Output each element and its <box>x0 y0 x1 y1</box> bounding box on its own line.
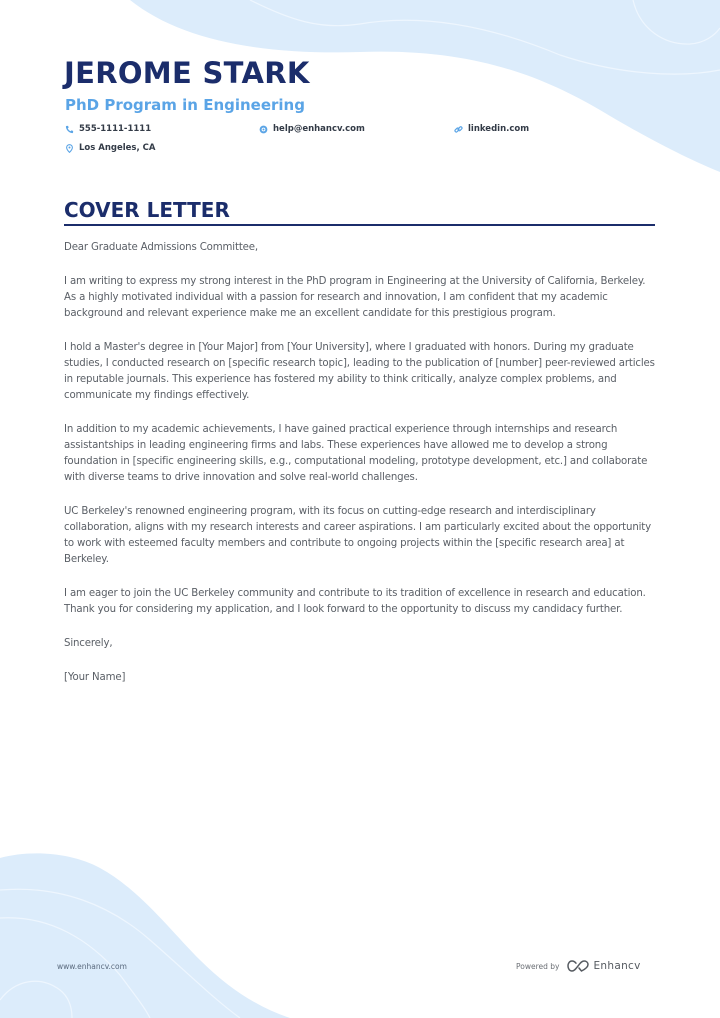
letter-signature: [Your Name] <box>64 672 126 683</box>
enhancv-logo-icon <box>567 960 589 972</box>
section-title: COVER LETTER <box>64 198 230 222</box>
letter-paragraph: In addition to my academic achievements, I have gained practical experience through internships and research assistantships in leading engineering firms and labs. These experiences have allowed me to develop a strong foundation in [specific engineering skills, e.g., computational modeling, prototype development, etc.] and collaborate with diverse teams to drive innovation and solve real-world challenges. <box>64 424 648 483</box>
letter-paragraph: I am eager to join the UC Berkeley community and contribute to its tradition of excellence in research and education. Thank you for considering my application, and I look forward to the opportunity to discuss my candidacy further. <box>64 588 646 615</box>
location-pin-icon <box>65 144 74 153</box>
contact-location <box>65 143 156 153</box>
section-divider <box>64 224 655 226</box>
contact-phone <box>65 124 151 134</box>
phone-icon <box>65 125 74 134</box>
link-icon <box>454 125 463 134</box>
letter-body <box>64 240 658 704</box>
brand-name: Enhancv <box>593 960 641 972</box>
letter-paragraph: I hold a Master's degree in [Your Major] from [Your University], where I graduated with honors. During my graduate studies, I conducted research on [specific research topic], leading to the publication of [number] peer-reviewed articles in reputable journals. This experience has fostered my ability to think critically, analyze complex problems, and communicate my findings effectively. <box>64 342 655 401</box>
contact-linkedin[interactable] <box>454 124 529 134</box>
contact-location-text: Los Angeles, CA <box>79 143 156 153</box>
candidate-name: JEROME STARK <box>64 56 310 90</box>
contact-email[interactable] <box>259 124 365 134</box>
contact-email-text[interactable]: help@enhancv.com <box>273 124 365 134</box>
brand-logo[interactable] <box>567 960 640 972</box>
powered-by-label: Powered by <box>516 961 560 971</box>
candidate-subtitle: PhD Program in Engineering <box>65 96 305 114</box>
footer-website-link[interactable]: www.enhancv.com <box>57 962 127 971</box>
letter-closing: Sincerely, <box>64 638 113 649</box>
at-icon <box>259 125 268 134</box>
powered-by[interactable] <box>516 960 641 972</box>
letter-greeting: Dear Graduate Admissions Committee, <box>64 242 259 253</box>
contact-phone-text: 555-1111-1111 <box>79 124 152 134</box>
letter-paragraph: UC Berkeley's renowned engineering program, with its focus on cutting-edge research and interdisciplinary collaboration, aligns with my research interests and career aspirations. I am particularly excited about the opportunity to work with esteemed faculty members and contribute to ongoing projects within the [specific research area] at Berkeley. <box>64 506 652 565</box>
contact-linkedin-text[interactable]: linkedin.com <box>468 124 530 134</box>
letter-paragraph: I am writing to express my strong interest in the PhD program in Engineering at the University of California, Berkeley. As a highly motivated individual with a passion for research and innovation, I am confident that my academic background and relevant experience make me an excellent candidate for this prestigious program. <box>64 276 646 319</box>
